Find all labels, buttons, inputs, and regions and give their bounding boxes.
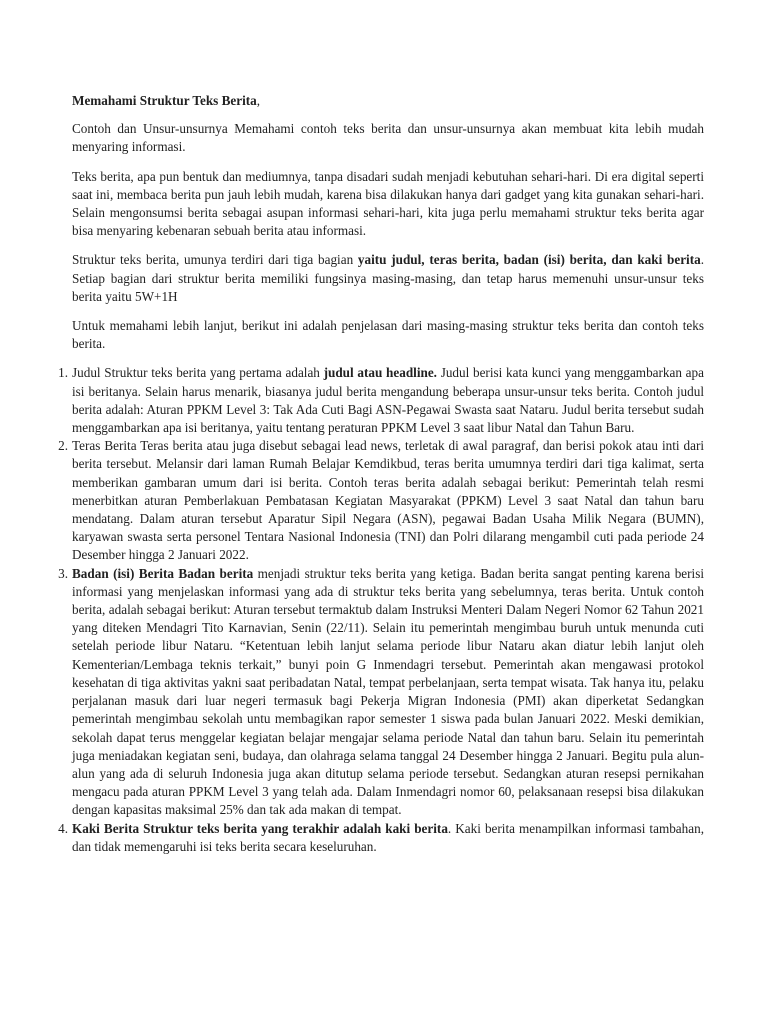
list-item xyxy=(58,820,704,856)
list-item-number: 3. xyxy=(58,565,68,581)
list-item-bold: Kaki Berita Struktur teks berita yang terakhir adalah kaki berita xyxy=(72,820,448,836)
list-item xyxy=(58,565,705,820)
structure-paragraph xyxy=(72,251,704,306)
title-bold-text: Memahami Struktur Teks Berita xyxy=(72,93,257,108)
intro-paragraph: Contoh dan Unsur-unsurnya Memahami contoh teks berita dan unsur-unsurnya akan membuat kita lebih mudah menyaring informasi. xyxy=(72,121,704,155)
list-item-number: 4. xyxy=(58,820,68,836)
list-item-text: Teras Berita Teras berita atau juga disebut sebagai lead news, terletak di awal paragraf, dan berisi pokok atau inti dari berita tersebut. Melansir dari laman Rumah Belajar Kemdikbud, teras berita umumnya terdiri dari tiga kalimat, serta memberikan gambaran umum dari isi berita. Contoh teras berita adalah sebagai berikut: Pemerintah telah resmi menerbitkan aturan Pemberlakuan Pembatasan Kegiatan Masyarakat (PPKM) Level 3 saat Natal dan tahun baru mendatang. Dalam aturan tersebut Aparatur Sipil Negara (ASN), pegawai Badan Usaha Milik Negara (BUMN), karyawan swasta serta personel Tentara Nasional Indonesia (TNI) dan Polri dilarang mengambil cuti pada periode 24 Desember hingga 2 Januari 2022. xyxy=(72,438,704,563)
structure-paragraph-text-a: Struktur teks berita, umunya terdiri dari tiga bagian xyxy=(72,252,358,268)
document-page xyxy=(58,92,705,856)
list-item xyxy=(58,437,704,564)
structure-list xyxy=(58,364,705,855)
context-paragraph: Teks berita, apa pun bentuk dan mediumnya, tanpa disadari sudah menjadi kebutuhan sehari-hari. Di era digital seperti saat ini, membaca berita pun jauh lebih mudah, karena bisa dilakukan hanya dari gadget yang kita gunakan sehari-hari. Selain mengonsumsi berita sebagai asupan informasi sehari-hari, kita juga perlu memahami struktur teks berita agar bisa menyaring kebenaran sebuah berita atau informasi. xyxy=(72,168,704,239)
explanation-paragraph: Untuk memahami lebih lanjut, berikut ini adalah penjelasan dari masing-masing struktur teks berita dan contoh teks berita. xyxy=(72,318,704,352)
structure-paragraph-text-c: . Setiap bagian dari struktur berita memiliki fungsinya masing-masing, dan tetap harus memenuhi unsur-unsur teks berita yaitu 5W+1H xyxy=(72,252,704,304)
list-item-number: 1. xyxy=(58,365,68,381)
list-item-number: 2. xyxy=(58,438,68,454)
list-item-text: Judul berisi kata kunci yang menggambarkan apa isi beritanya. Selain harus menarik, biasanya judul berita mengandung beberapa unsur-unsur teks berita. Contoh judul berita adalah: Aturan PPKM Level 3: Tak Ada Cuti Bagi ASN-Pegawai Swasta saat Nataru. Judul berita tersebut sudah menggambarkan apa isi beritanya, yaitu tentang peraturan PPKM Level 3 saat libur Natal dan Tahun Baru. xyxy=(72,365,704,436)
list-item-text: . Kaki berita menampilkan informasi tambahan, dan tidak memengaruhi isi teks berita secara keseluruhan. xyxy=(72,820,704,854)
document-title xyxy=(72,92,704,110)
list-item-bold: judul atau headline. xyxy=(323,365,437,381)
structure-paragraph-bold: yaitu judul, teras berita, badan (isi) berita, dan kaki berita xyxy=(357,252,701,268)
title-punctuation: , xyxy=(256,93,261,108)
list-item-text: menjadi struktur teks berita yang ketiga. Badan berita sangat penting karena berisi informasi yang menjelaskan informasi yang ada di struktur teks berita yang sebelumnya, teras berita. Untuk contoh berita, adalah sebagai berikut: Aturan tersebut termaktub dalam Instruksi Menteri Dalam Negeri Nomor 62 Tahun 2021 yang diteken Mendagri Tito Karnavian, Senin (22/11). Selain itu pemerintah mengimbau buruh untuk menunda cuti setelah periode libur Nataru. “Ketentuan lebih lanjut selama periode libur Nataru akan diatur lebih lanjut oleh Kementerian/Lembaga teknis terkait,” bunyi poin G Inmendagri tersebut. Pemerintah akan mengawasi protokol kesehatan di tiga aktivitas yakni saat peribadatan Natal, tempat perbelanjaan, serta tempat wisata. Tak hanya itu, pelaku perjalanan masuk dari luar negeri termasuk bagi Pekerja Migran Indonesia (PMI) akan diperketat Sedangkan pemerintah mengimbau sekolah untu membagikan rapor semester 1 siswa pada bulan Januari 2022. Meski demikian, sekolah dapat terus menggelar kegiatan belajar mengajar selama periode Natal dan tahun baru. Selain itu pemerintah juga meniadakan kegiatan seni, budaya, dan olahraga selama tanggal 24 Desember hingga 2 Januari. Begitu pula alun-alun yang ada di seluruh Indonesia juga akan ditutup selama periode tersebut. Sedangkan aturan resepsi pernikahan mengacu pada aturan PPKM Level 3 yang telah ada. Dalam Inmendagri nomor 60, pelaksanaan resepsi bisa dilakukan dengan kapasitas maksimal 25% dan tak ada makan di tempat. xyxy=(72,565,705,818)
list-item xyxy=(58,364,704,437)
list-item-bold: Badan (isi) Berita Badan berita xyxy=(72,565,254,581)
list-item-text: Judul Struktur teks berita yang pertama adalah xyxy=(72,365,324,381)
